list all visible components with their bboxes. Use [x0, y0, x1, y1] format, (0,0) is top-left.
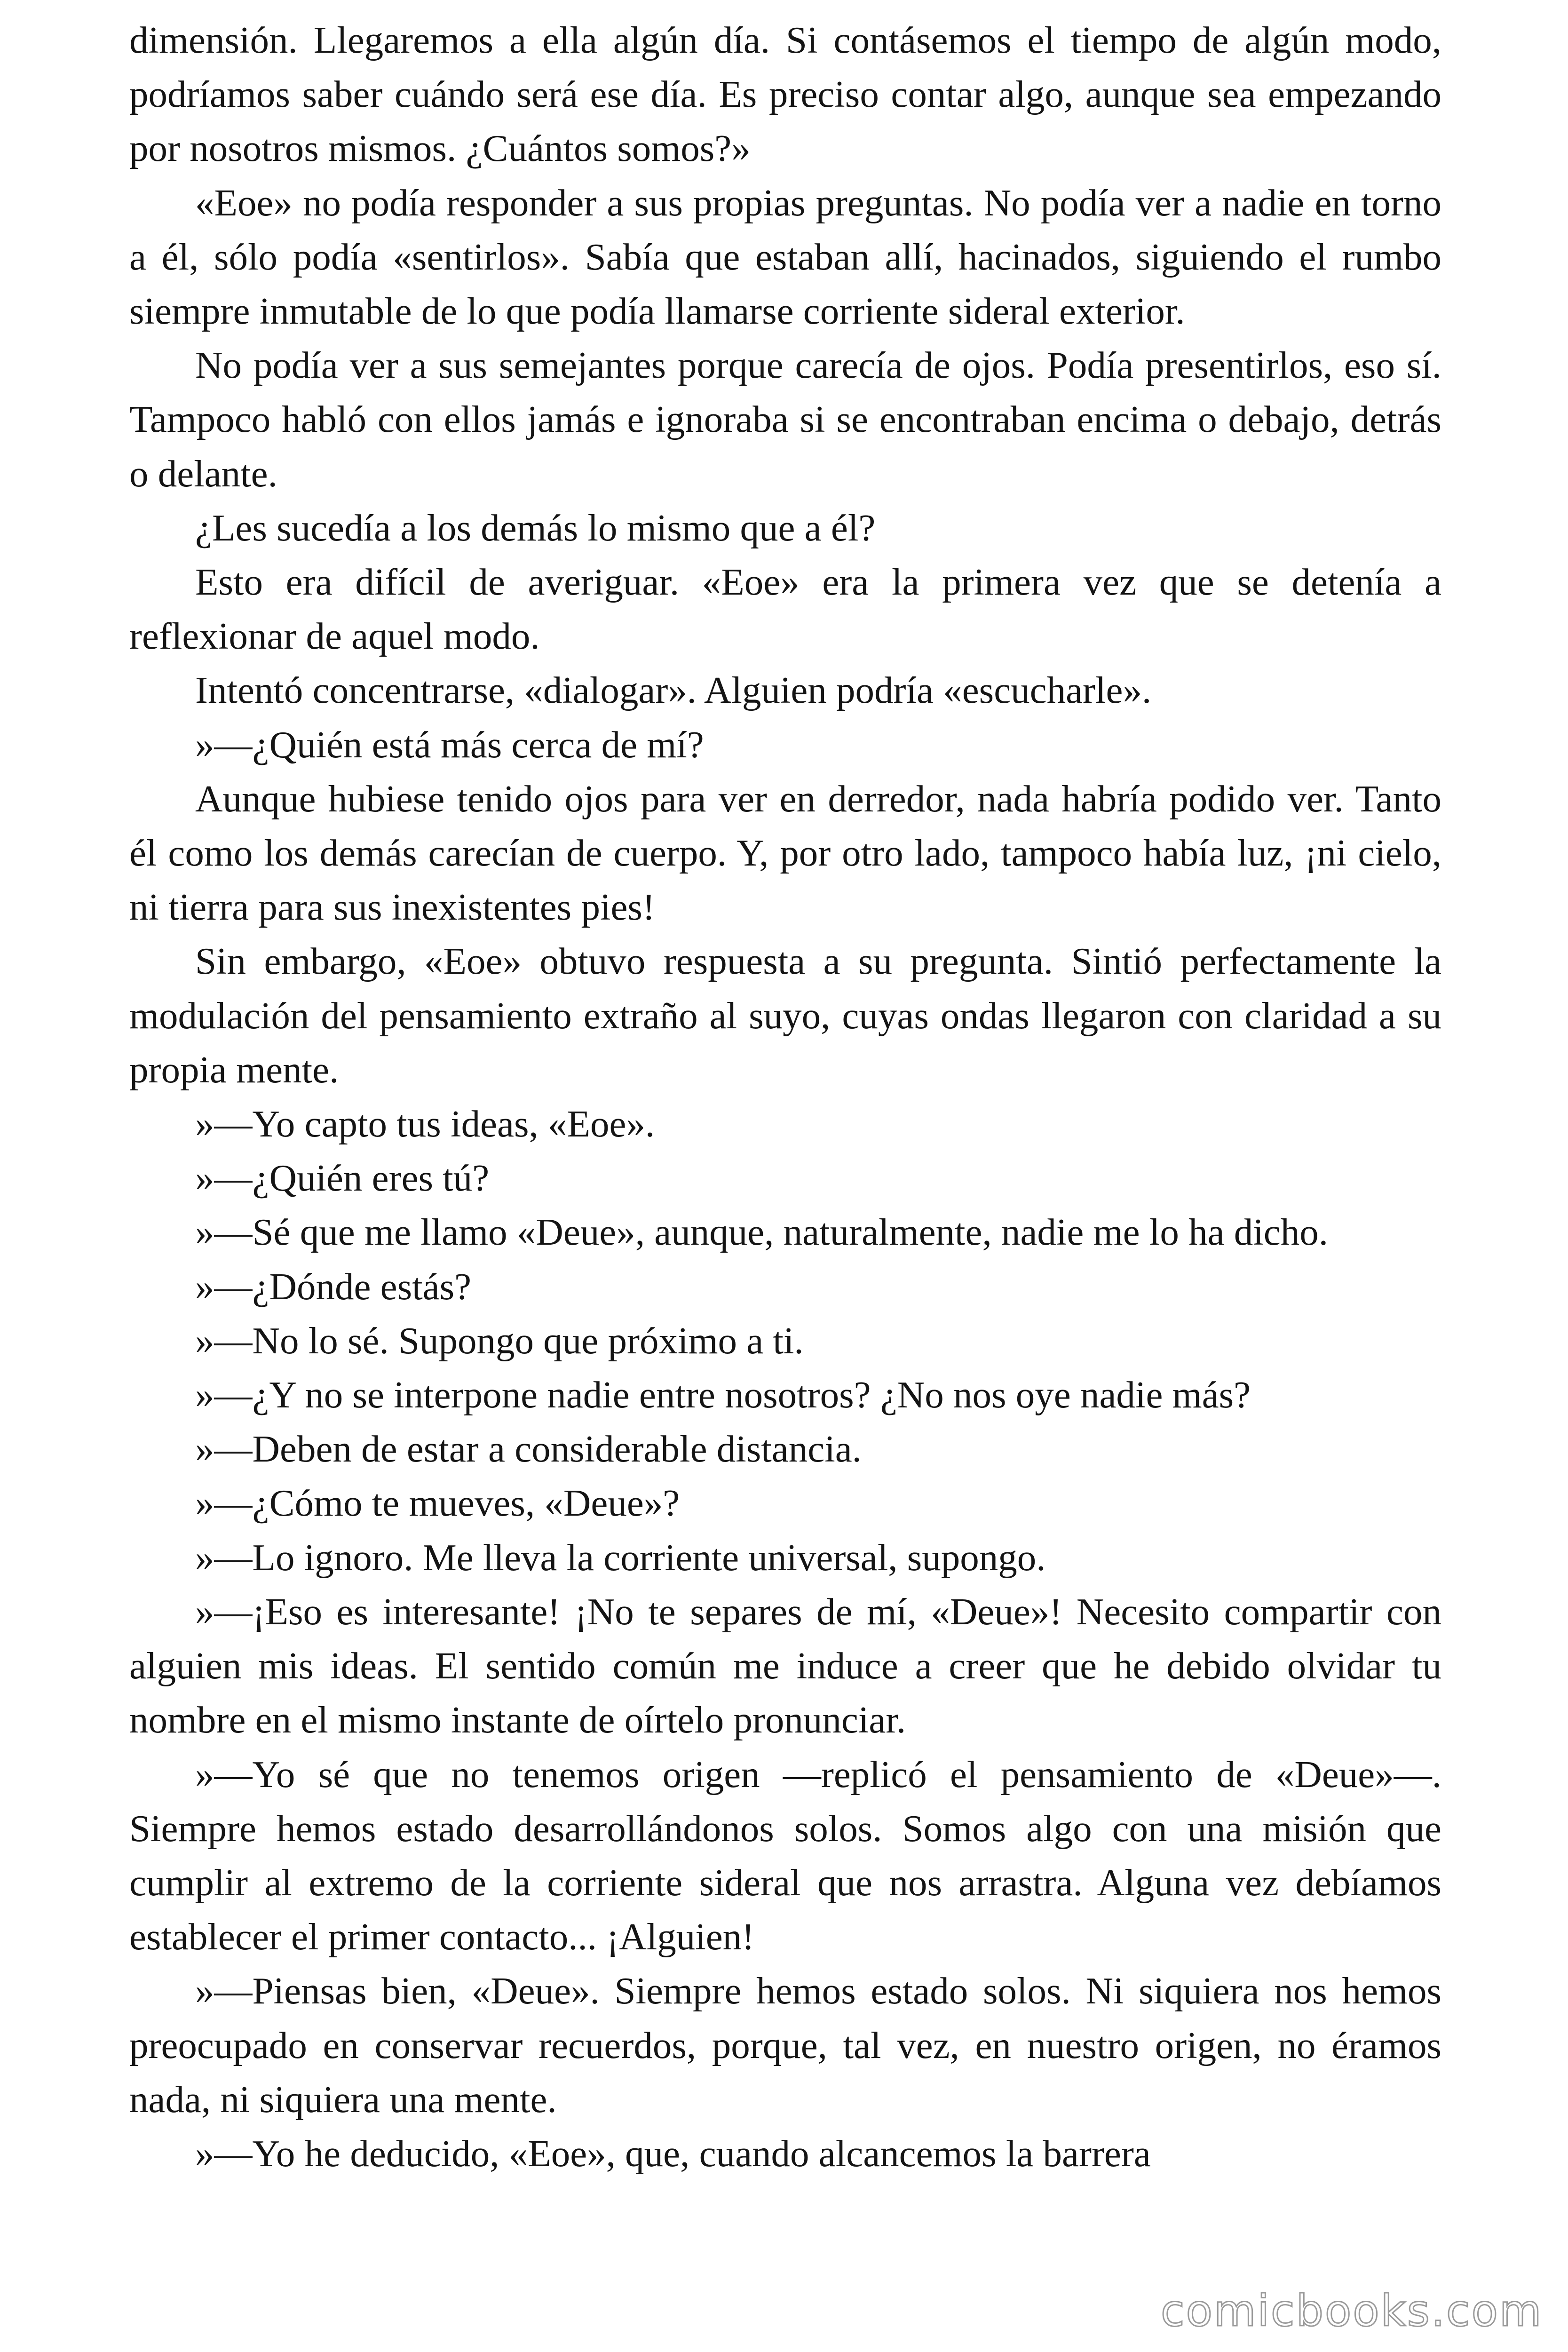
- dialogue-line: »—Yo capto tus ideas, «Eoe».: [195, 1103, 655, 1145]
- paragraph: dimensión. Llegaremos a ella algún día. Si contásemos el tiempo de algún modo, podríamos saber cuándo será ese día. Es preciso contar algo, aunque sea empezando por nosotros mismos. ¿Cuántos somos?»: [129, 19, 1441, 170]
- dialogue-line: »—¿Dónde estás?: [195, 1265, 472, 1308]
- watermark: comicbooks.com: [1161, 2286, 1543, 2336]
- dialogue-line: »—¿Quién está más cerca de mí?: [195, 723, 704, 766]
- book-page-text: [129, 13, 1441, 2181]
- dialogue-line: »—Lo ignoro. Me lleva la corriente universal, supongo.: [195, 1536, 1046, 1579]
- dialogue-line: »—¿Quién eres tú?: [195, 1157, 490, 1200]
- dialogue-line: »—No lo sé. Supongo que próximo a ti.: [195, 1319, 804, 1362]
- dialogue-line: »—¿Y no se interpone nadie entre nosotros? ¿No nos oye nadie más?: [195, 1374, 1251, 1416]
- dialogue-line: »—Sé que me llamo «Deue», aunque, naturalmente, nadie me lo ha dicho.: [195, 1211, 1328, 1254]
- dialogue-line: »—¡Eso es interesante! ¡No te separes de mí, «Deue»! Necesito compartir con alguien mis ideas. El sentido común me induce a creer que he debido olvidar tu nombre en el mismo instante de oírtelo pronunciar.: [129, 1590, 1441, 1741]
- dialogue-line: »—Yo he deducido, «Eoe», que, cuando alcancemos la barrera: [195, 2132, 1151, 2175]
- dialogue-line: »—Piensas bien, «Deue». Siempre hemos estado solos. Ni siquiera nos hemos preocupado en conservar recuerdos, porque, tal vez, en nuestro origen, no éramos nada, ni siquiera una mente.: [129, 1970, 1441, 2121]
- dialogue-line: »—Deben de estar a considerable distancia.: [195, 1428, 862, 1470]
- paragraph: ¿Les sucedía a los demás lo mismo que a él?: [195, 506, 876, 549]
- paragraph: Intentó concentrarse, «dialogar». Alguien podría «escucharle».: [195, 669, 1152, 712]
- paragraph: «Eoe» no podía responder a sus propias preguntas. No podía ver a nadie en torno a él, sólo podía «sentirlos». Sabía que estaban allí, hacinados, siguiendo el rumbo siempre inmutable de lo que podía llamarse corriente sideral exterior.: [129, 181, 1441, 333]
- paragraph: Sin embargo, «Eoe» obtuvo respuesta a su pregunta. Sintió perfectamente la modulación del pensamiento extraño al suyo, cuyas ondas llegaron con claridad a su propia mente.: [129, 940, 1441, 1091]
- paragraph: Aunque hubiese tenido ojos para ver en derredor, nada habría podido ver. Tanto él como los demás carecían de cuerpo. Y, por otro lado, tampoco había luz, ¡ni cielo, ni tierra para sus inexistentes pies!: [129, 777, 1441, 929]
- dialogue-line: »—Yo sé que no tenemos origen —replicó el pensamiento de «Deue»—. Siempre hemos estado desarrollándonos solos. Somos algo con una misión que cumplir al extremo de la corriente sideral que nos arrastra. Alguna vez debíamos establecer el primer contacto... ¡Alguien!: [129, 1753, 1441, 1958]
- paragraph: No podía ver a sus semejantes porque carecía de ojos. Podía presentirlos, eso sí. Tampoco habló con ellos jamás e ignoraba si se encontraban encima o debajo, detrás o delante.: [129, 344, 1441, 495]
- dialogue-line: »—¿Cómo te mueves, «Deue»?: [195, 1482, 680, 1525]
- paragraph: Esto era difícil de averiguar. «Eoe» era la primera vez que se detenía a reflexionar de aquel modo.: [129, 561, 1441, 658]
